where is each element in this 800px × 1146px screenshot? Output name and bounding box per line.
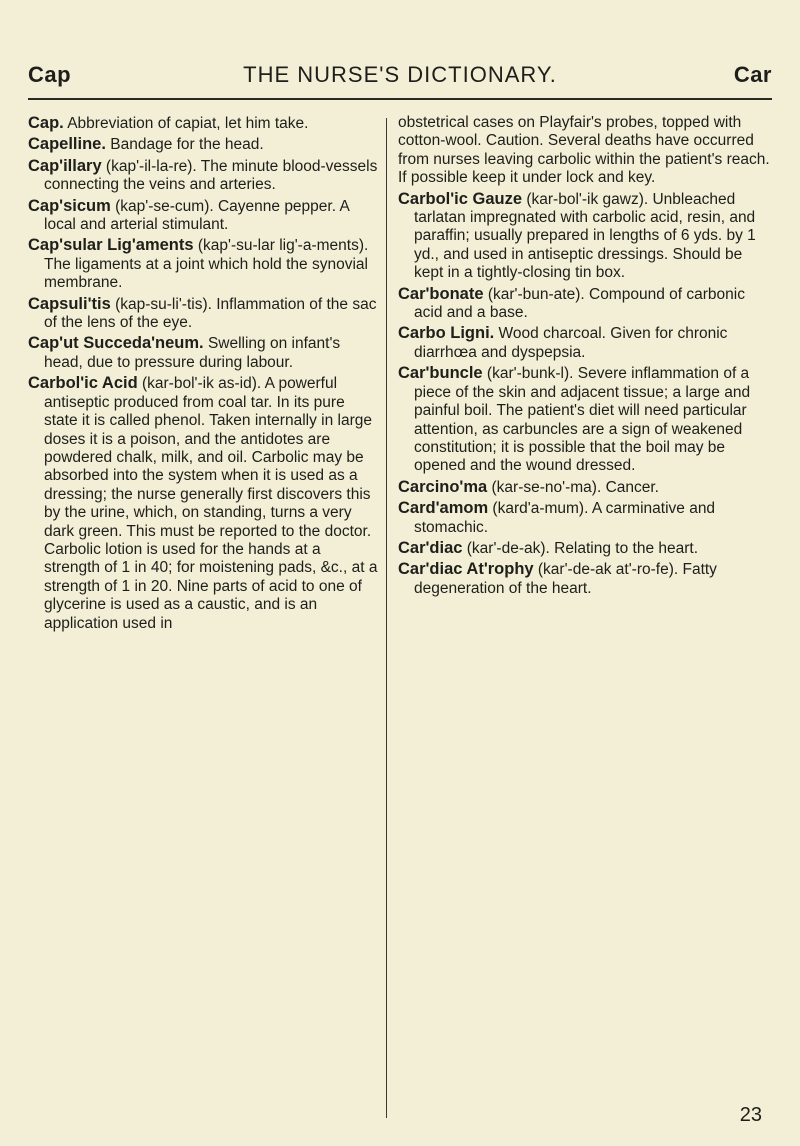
- dictionary-entry: [398, 114, 770, 188]
- dictionary-entry: [28, 334, 378, 372]
- dictionary-entry: [398, 364, 770, 475]
- entry-definition: (kap'-su-lar lig'-a-ments). The ligaments at a joint which hold the synovial membrane.: [44, 237, 369, 292]
- dictionary-entry: [28, 157, 378, 195]
- dictionary-entry: [28, 135, 378, 154]
- entry-definition: obstetrical cases on Playfair's probes, topped with cotton-wool. Caution. Several deaths have occurred from nurses leaving carbolic within the patient's reach. If possible keep it under lock and key.: [398, 114, 770, 187]
- entry-headword: Car'buncle: [398, 364, 483, 383]
- entry-headword: Cap'sicum: [28, 196, 111, 215]
- entry-headword: Carbol'ic Acid: [28, 374, 138, 393]
- dictionary-entry: [28, 197, 378, 235]
- entry-definition: (kap-su-li'-tis). Inflammation of the sac of the lens of the eye.: [44, 295, 377, 332]
- dictionary-entry: [398, 324, 770, 362]
- entry-definition: (kar-se-no'-ma). Cancer.: [487, 478, 659, 496]
- entry-definition: (kar'-de-ak at'-ro-fe). Fatty degeneration of the heart.: [414, 561, 717, 597]
- entry-headword: Car'bonate: [398, 284, 484, 303]
- entry-headword: Cap.: [28, 114, 64, 132]
- entry-definition: (kar-bol'-ik as-id). A powerful antiseptic produced from coal tar. In its pure state it is called phenol. Taken internally in large doses it is a poison, and the antidotes are powdered chalk, milk, and oil. Carbolic may be absorbed into the system when it is used as a dressing; the nurse generally first discovers this by the urine, which, on standing, turns a very dark green. This must be reported to the doctor. Carbolic lotion is used for the hands at a strength of 1 in 40; for moistening pads, &c., at a strength of 1 in 20. Nine parts of acid to one of glycerine is used as a caustic, and is an application used in: [44, 375, 378, 632]
- left-column: [28, 114, 378, 635]
- entry-definition: (kap'-se-cum). Cayenne pepper. A local and arterial stimulant.: [44, 197, 349, 234]
- entry-definition: (kard'a-mum). A carminative and stomachic.: [414, 500, 716, 536]
- dictionary-entry: [398, 539, 770, 558]
- entry-headword: Carbol'ic Gauze: [398, 189, 523, 208]
- entry-headword: Capsuli'tis: [28, 294, 111, 313]
- entry-definition: (kar'-bun-ate). Compound of carbonic acid and a base.: [414, 285, 745, 322]
- entry-definition: Wood charcoal. Given for chronic diarrhœa and dyspepsia.: [414, 325, 728, 361]
- entry-headword: Capelline.: [28, 135, 106, 154]
- entry-definition: (kar-bol'-ik gawz). Unbleached tarlatan impregnated with carbolic acid, resin, and paraffin; usually prepared in lengths of 6 yds. by 1 yd., and used in antiseptic dressings. Should be kept in a tightly-closing tin box.: [414, 190, 756, 282]
- entry-definition: Bandage for the head.: [105, 136, 264, 154]
- entry-definition: (kar'-bunk-l). Severe inflammation of a piece of the skin and adjacent tissue; a large and painful boil. The patient's diet will need particular attention, as carbuncles are a sign of weakened constitution; it is possible that the boil may be opened and the wound dressed.: [414, 365, 751, 475]
- entry-definition: (kap'-il-la-re). The minute blood-vessels connecting the veins and arteries.: [44, 157, 378, 194]
- page-header: [28, 58, 772, 92]
- page-number: 23: [739, 1104, 762, 1126]
- entry-headword: Cap'sular Lig'aments: [28, 236, 194, 255]
- entry-headword: Car'diac At'rophy: [398, 560, 534, 579]
- entry-headword: Carbo Ligni.: [398, 324, 495, 343]
- entry-definition: Swelling on infant's head, due to pressure during labour.: [44, 335, 341, 371]
- header-left-guide: Cap: [28, 62, 72, 87]
- entry-definition: (kar'-de-ak). Relating to the heart.: [462, 539, 699, 557]
- header-right-guide: Car: [733, 62, 772, 87]
- entry-headword: Carcino'ma: [398, 477, 488, 496]
- right-column: [398, 114, 770, 600]
- entry-headword: Cap'illary: [28, 156, 102, 175]
- header-title: THE NURSE'S DICTIONARY.: [243, 62, 557, 87]
- dictionary-entry: [398, 478, 770, 497]
- entry-headword: Cap'ut Succeda'neum.: [28, 334, 204, 353]
- column-divider: [386, 118, 387, 1118]
- dictionary-entry: [398, 560, 770, 598]
- dictionary-entry: [398, 285, 770, 323]
- dictionary-entry: [398, 190, 770, 283]
- entry-definition: Abbreviation of capiat, let him take.: [63, 115, 309, 132]
- entry-headword: Card'amom: [398, 499, 489, 518]
- header-rule: [28, 98, 772, 100]
- entry-headword: Car'diac: [398, 538, 463, 557]
- dictionary-entry: [28, 295, 378, 333]
- dictionary-entry: [28, 236, 378, 292]
- dictionary-entry: [398, 499, 770, 537]
- dictionary-entry: [28, 114, 378, 133]
- dictionary-entry: [28, 374, 378, 633]
